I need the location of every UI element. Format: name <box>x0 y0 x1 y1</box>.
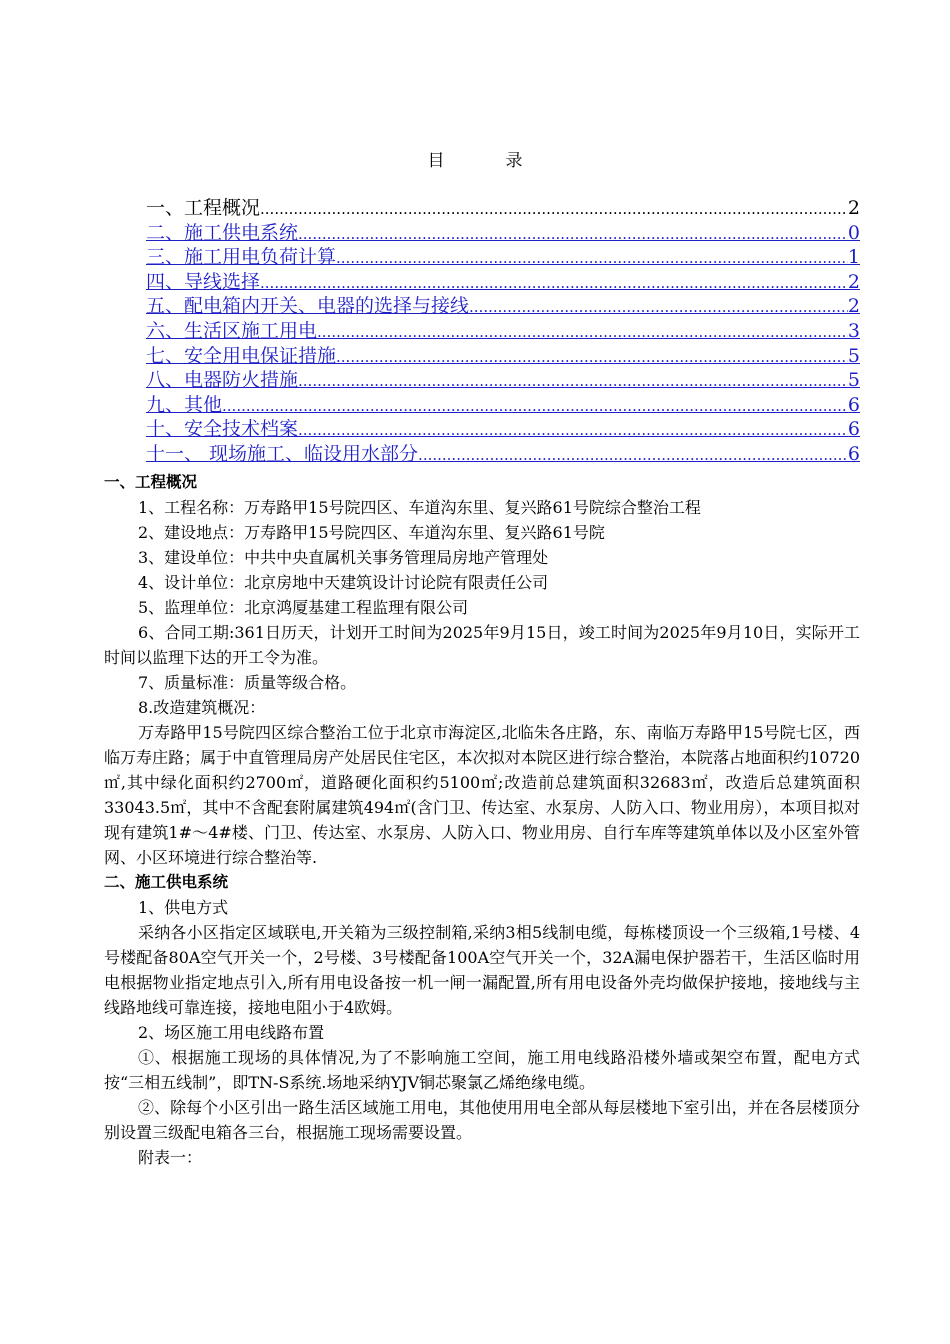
subsection-title: 2、场区施工用电线路布置 <box>138 1023 325 1042</box>
toc-leader-dots <box>260 197 848 221</box>
toc-item-label: 二、施工供电系统 <box>146 221 299 244</box>
toc-item-4[interactable] <box>146 270 860 295</box>
toc-leader-dots <box>260 271 848 295</box>
toc-item-10[interactable] <box>146 417 860 442</box>
section-heading: 一、工程概况 <box>104 473 198 491</box>
toc-leader-dots <box>469 295 848 319</box>
toc-item-page: 2 <box>847 197 860 219</box>
toc-item-page: 2 <box>847 295 860 318</box>
toc-item-label: 六、生活区施工用电 <box>146 319 318 342</box>
wiring-item-2: ②、除每个小区引出一路生活区域施工用电，其他使用用电全部从每层楼地下室引出，并在各层楼顶分别设置三级配电箱各三台，根据施工现场需要设置。 <box>104 1098 860 1142</box>
toc-item-page: 2 <box>847 270 860 293</box>
toc-item-page: 3 <box>847 319 860 342</box>
renovation-overview-text: 万寿路甲15号院四区综合整治工位于北京市海淀区,北临朱各庄路，东、南临万寿路甲15号院七区，西临万寿庄路；属于中直管理局房产处居民住宅区，本次拟对本院区进行综合整治，本院落占地面积约10720㎡,其中绿化面积约2700㎡，道路硬化面积约5100㎡;改造前总建筑面积32683㎡，改造后总建筑面积33043.5㎡，其中不含配套附属建筑494㎡(含门卫、传达室、水泵房、人防入口、物业用房），本项目拟对现有建筑1#～4#楼、门卫、传达室、水泵房、人防入口、物业用房、自行车库等建筑单体以及小区室外管网、小区环境进行综合整治等. <box>104 723 860 867</box>
toc-item-11[interactable] <box>146 442 860 467</box>
toc-leader-dots <box>418 443 848 467</box>
toc-item-page: 6 <box>847 442 860 465</box>
toc-item-page: 5 <box>847 344 860 367</box>
toc-item-page: 6 <box>847 418 860 441</box>
toc-item-label: 五、配电箱内开关、电器的选择与接线 <box>146 295 470 318</box>
subsection-title: 1、供电方式 <box>138 898 229 917</box>
toc-item-9[interactable] <box>146 393 860 418</box>
power-supply-text: 采纳各小区指定区域联电,开关箱为三级控制箱,采纳3相5线制电缆，每栋楼顶设一个三级箱,1号楼、4号楼配备80A空气开关一个，2号楼、3号楼配备100A空气开关一个，32A漏电保护器若干，生活区临时用电根据物业指定地点引入,所有用电设备按一机一闸一漏配置,所有用电设备外壳均做保护接地，接地线与主线路地线可靠连接，接地电阻小于4欧姆。 <box>104 923 860 1017</box>
toc-leader-dots <box>336 345 848 369</box>
wiring-item-1: ①、根据施工现场的具体情况,为了不影响施工空间，施工用电线路沿楼外墙或架空布置，配电方式按“三相五线制”，即TN-S系统.场地采纳YJV铜芯聚氯乙烯绝缘电缆。 <box>104 1048 860 1092</box>
toc-leader-dots <box>298 222 848 246</box>
toc-item-label: 三、施工用电负荷计算 <box>146 246 337 269</box>
toc-item-label: 七、安全用电保证措施 <box>146 344 337 367</box>
contract-period: 6、合同工期:361日历天，计划开工时间为2025年9月15日，竣工时间为2025年9月10日，实际开工时间以监理下达的开工令为准。 <box>104 623 860 667</box>
toc-leader-dots <box>222 394 848 418</box>
toc-item-1[interactable] <box>146 196 860 221</box>
client-unit: 3、建设单位：中共中央直属机关事务管理局房地产管理处 <box>138 548 549 567</box>
toc-item-page: 5 <box>847 369 860 392</box>
toc-item-label: 四、导线选择 <box>146 270 261 293</box>
toc-title: 目 录 <box>427 151 545 171</box>
section-heading: 二、施工供电系统 <box>104 873 229 891</box>
document-body <box>104 470 860 1170</box>
toc-item-page: 6 <box>847 393 860 416</box>
toc-item-label: 一、工程概况 <box>146 197 261 219</box>
project-location: 2、建设地点：万寿路甲15号院四区、车道沟东里、复兴路61号院 <box>138 523 605 542</box>
renovation-overview-label: 8.改造建筑概况： <box>138 698 266 717</box>
toc-item-label: 十、安全技术档案 <box>146 418 299 441</box>
toc-item-label: 九、其他 <box>146 393 223 416</box>
toc-item-label: 八、电器防火措施 <box>146 369 299 392</box>
project-name: 1、工程名称：万寿路甲15号院四区、车道沟东里、复兴路61号院综合整治工程 <box>138 498 701 517</box>
toc-item-5[interactable] <box>146 294 860 319</box>
toc-item-2[interactable] <box>146 221 860 246</box>
toc-item-6[interactable] <box>146 319 860 344</box>
quality-standard: 7、质量标准：质量等级合格。 <box>138 673 357 692</box>
design-unit: 4、设计单位：北京房地中天建筑设计讨论院有限责任公司 <box>138 573 549 592</box>
toc-leader-dots <box>336 246 848 270</box>
toc-item-7[interactable] <box>146 344 860 369</box>
toc-item-3[interactable] <box>146 245 860 270</box>
supervision-unit: 5、监理单位：北京鸿厦基建工程监理有限公司 <box>138 598 469 617</box>
toc-leader-dots <box>298 418 848 442</box>
toc-leader-dots <box>298 369 848 393</box>
toc-item-label: 十一、 现场施工、临设用水部分 <box>146 442 419 465</box>
toc-item-page: 1 <box>847 246 860 269</box>
appendix-label: 附表一： <box>138 1148 203 1167</box>
toc-item-page: 0 <box>847 221 860 244</box>
table-of-contents <box>146 196 860 467</box>
toc-leader-dots <box>317 320 848 344</box>
toc-item-8[interactable] <box>146 368 860 393</box>
